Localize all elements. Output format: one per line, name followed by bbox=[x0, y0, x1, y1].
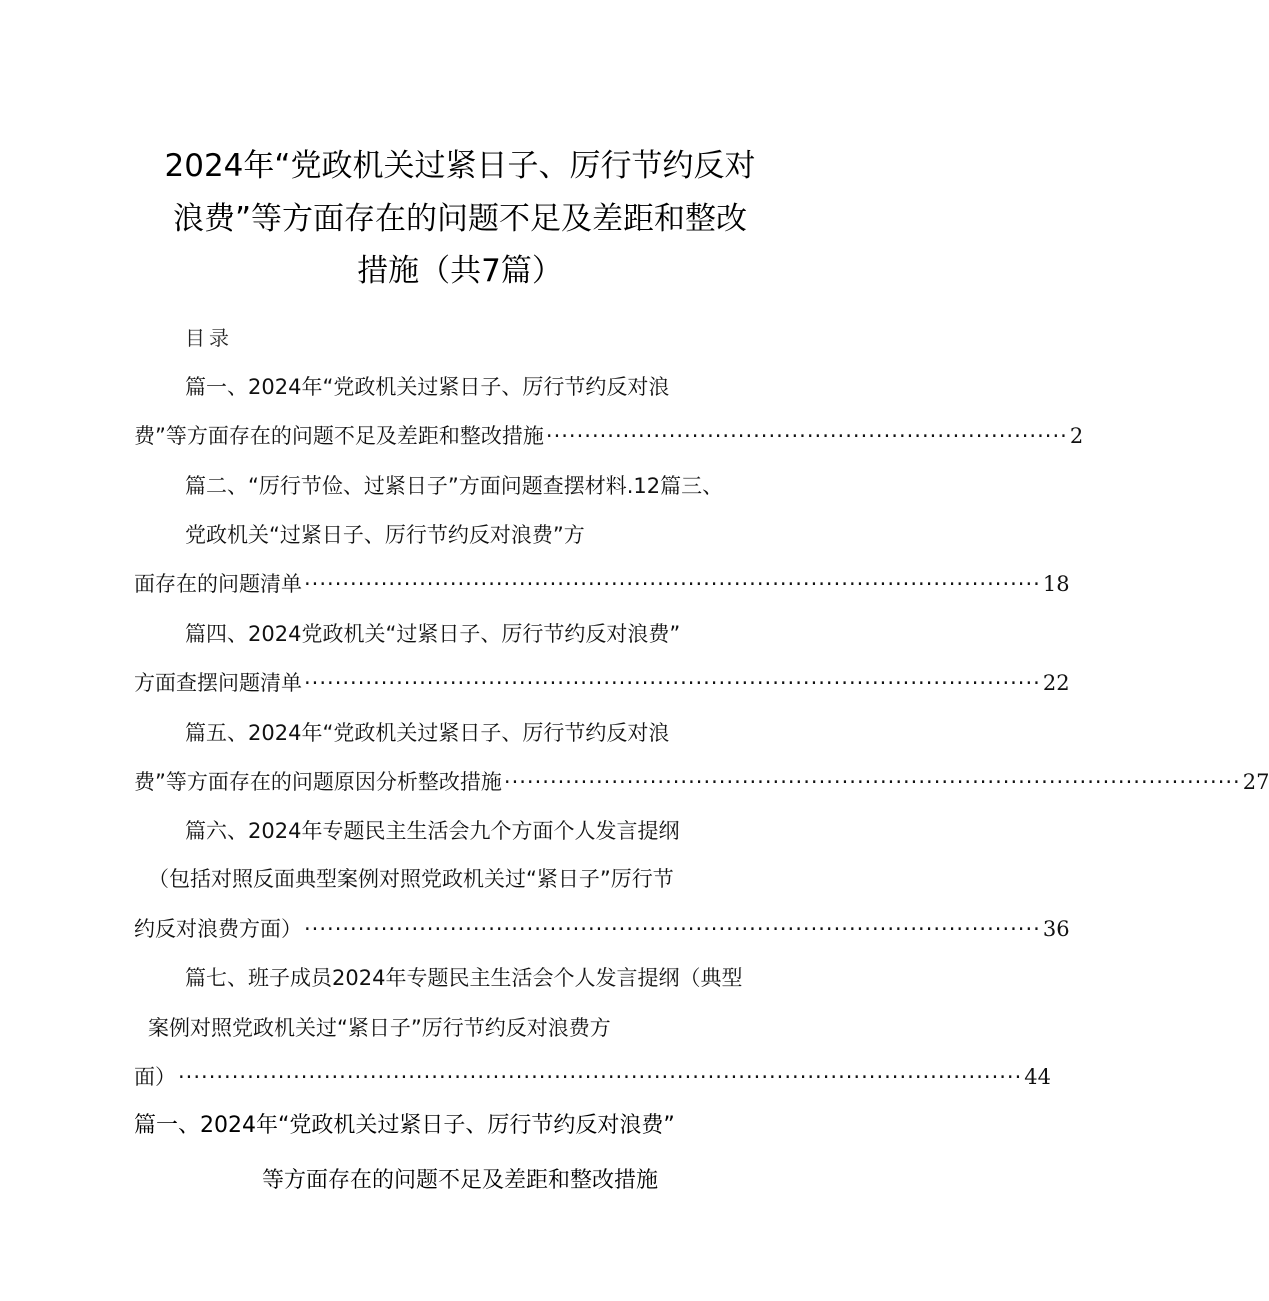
toc-entry-5-page: 36 bbox=[1042, 917, 1070, 941]
leader-dots: ································································································ bbox=[304, 671, 1041, 695]
toc-entry-2-leader-line[interactable] bbox=[134, 568, 1070, 598]
toc-entry-1-page: 2 bbox=[1069, 424, 1084, 448]
toc-entry-4-text: 费”等方面存在的问题原因分析整改措施 bbox=[134, 770, 502, 794]
toc-entry-3-page: 22 bbox=[1042, 671, 1070, 695]
toc-entry-2-text: 面存在的问题清单 bbox=[134, 572, 302, 596]
document-title-line-2: 浪费”等方面存在的问题不足及差距和整改 bbox=[172, 201, 748, 237]
toc-entry-1-leader-line[interactable] bbox=[134, 420, 1084, 450]
leader-dots: ·············································································································· bbox=[178, 1065, 1023, 1089]
toc-entry-5-text: 约反对浪费方面） bbox=[134, 917, 302, 941]
toc-entry-6-page: 44 bbox=[1024, 1065, 1052, 1089]
toc-entry-5-line-1[interactable]: 篇六、2024年专题民主生活会九个方面个人发言提纲 bbox=[185, 819, 680, 843]
toc-entry-4-page: 27 bbox=[1242, 770, 1269, 794]
section-heading-line-1: 篇一、2024年“党政机关过紧日子、厉行节约反对浪费” bbox=[134, 1113, 675, 1138]
toc-entry-6-text: 面） bbox=[134, 1065, 176, 1089]
leader-dots: ···································································· bbox=[545, 424, 1068, 448]
toc-entry-3-leader-line[interactable] bbox=[134, 667, 1070, 697]
toc-entry-2-page: 18 bbox=[1042, 572, 1070, 596]
toc-entry-3-text: 方面查摆问题清单 bbox=[134, 671, 302, 695]
toc-entry-5-line-2[interactable]: （包括对照反面典型案例对照党政机关过“紧日子”厉行节 bbox=[148, 867, 674, 891]
toc-entry-6-line-1[interactable]: 篇七、班子成员2024年专题民主生活会个人发言提纲（典型 bbox=[185, 966, 743, 990]
leader-dots: ································································································ bbox=[503, 770, 1241, 794]
toc-label: 目录 bbox=[185, 326, 233, 350]
toc-entry-1-line-1[interactable]: 篇一、2024年“党政机关过紧日子、厉行节约反对浪 bbox=[185, 375, 670, 399]
leader-dots: ································································································ bbox=[304, 917, 1041, 941]
toc-entry-6-line-2[interactable]: 案例对照党政机关过“紧日子”厉行节约反对浪费方 bbox=[148, 1016, 611, 1040]
leader-dots: ································································································ bbox=[304, 572, 1041, 596]
toc-entry-3-line-1[interactable]: 篇四、2024党政机关“过紧日子、厉行节约反对浪费” bbox=[185, 622, 681, 646]
toc-entry-2-line-1[interactable]: 篇二、“厉行节俭、过紧日子”方面问题查摆材料.12篇三、 bbox=[185, 474, 724, 498]
toc-entry-5-leader-line[interactable] bbox=[134, 913, 1070, 943]
toc-entry-1-text: 费”等方面存在的问题不足及差距和整改措施 bbox=[134, 424, 544, 448]
toc-entry-2-line-2[interactable]: 党政机关“过紧日子、厉行节约反对浪费”方 bbox=[185, 523, 585, 547]
section-heading-line-2: 等方面存在的问题不足及差距和整改措施 bbox=[261, 1168, 658, 1193]
toc-entry-6-leader-line[interactable] bbox=[134, 1061, 1052, 1091]
document-title-line-3: 措施（共7篇） bbox=[357, 253, 563, 289]
document-title-line-1: 2024年“党政机关过紧日子、厉行节约反对 bbox=[164, 148, 756, 184]
toc-entry-4-leader-line[interactable] bbox=[134, 766, 1269, 796]
toc-entry-4-line-1[interactable]: 篇五、2024年“党政机关过紧日子、厉行节约反对浪 bbox=[185, 721, 670, 745]
